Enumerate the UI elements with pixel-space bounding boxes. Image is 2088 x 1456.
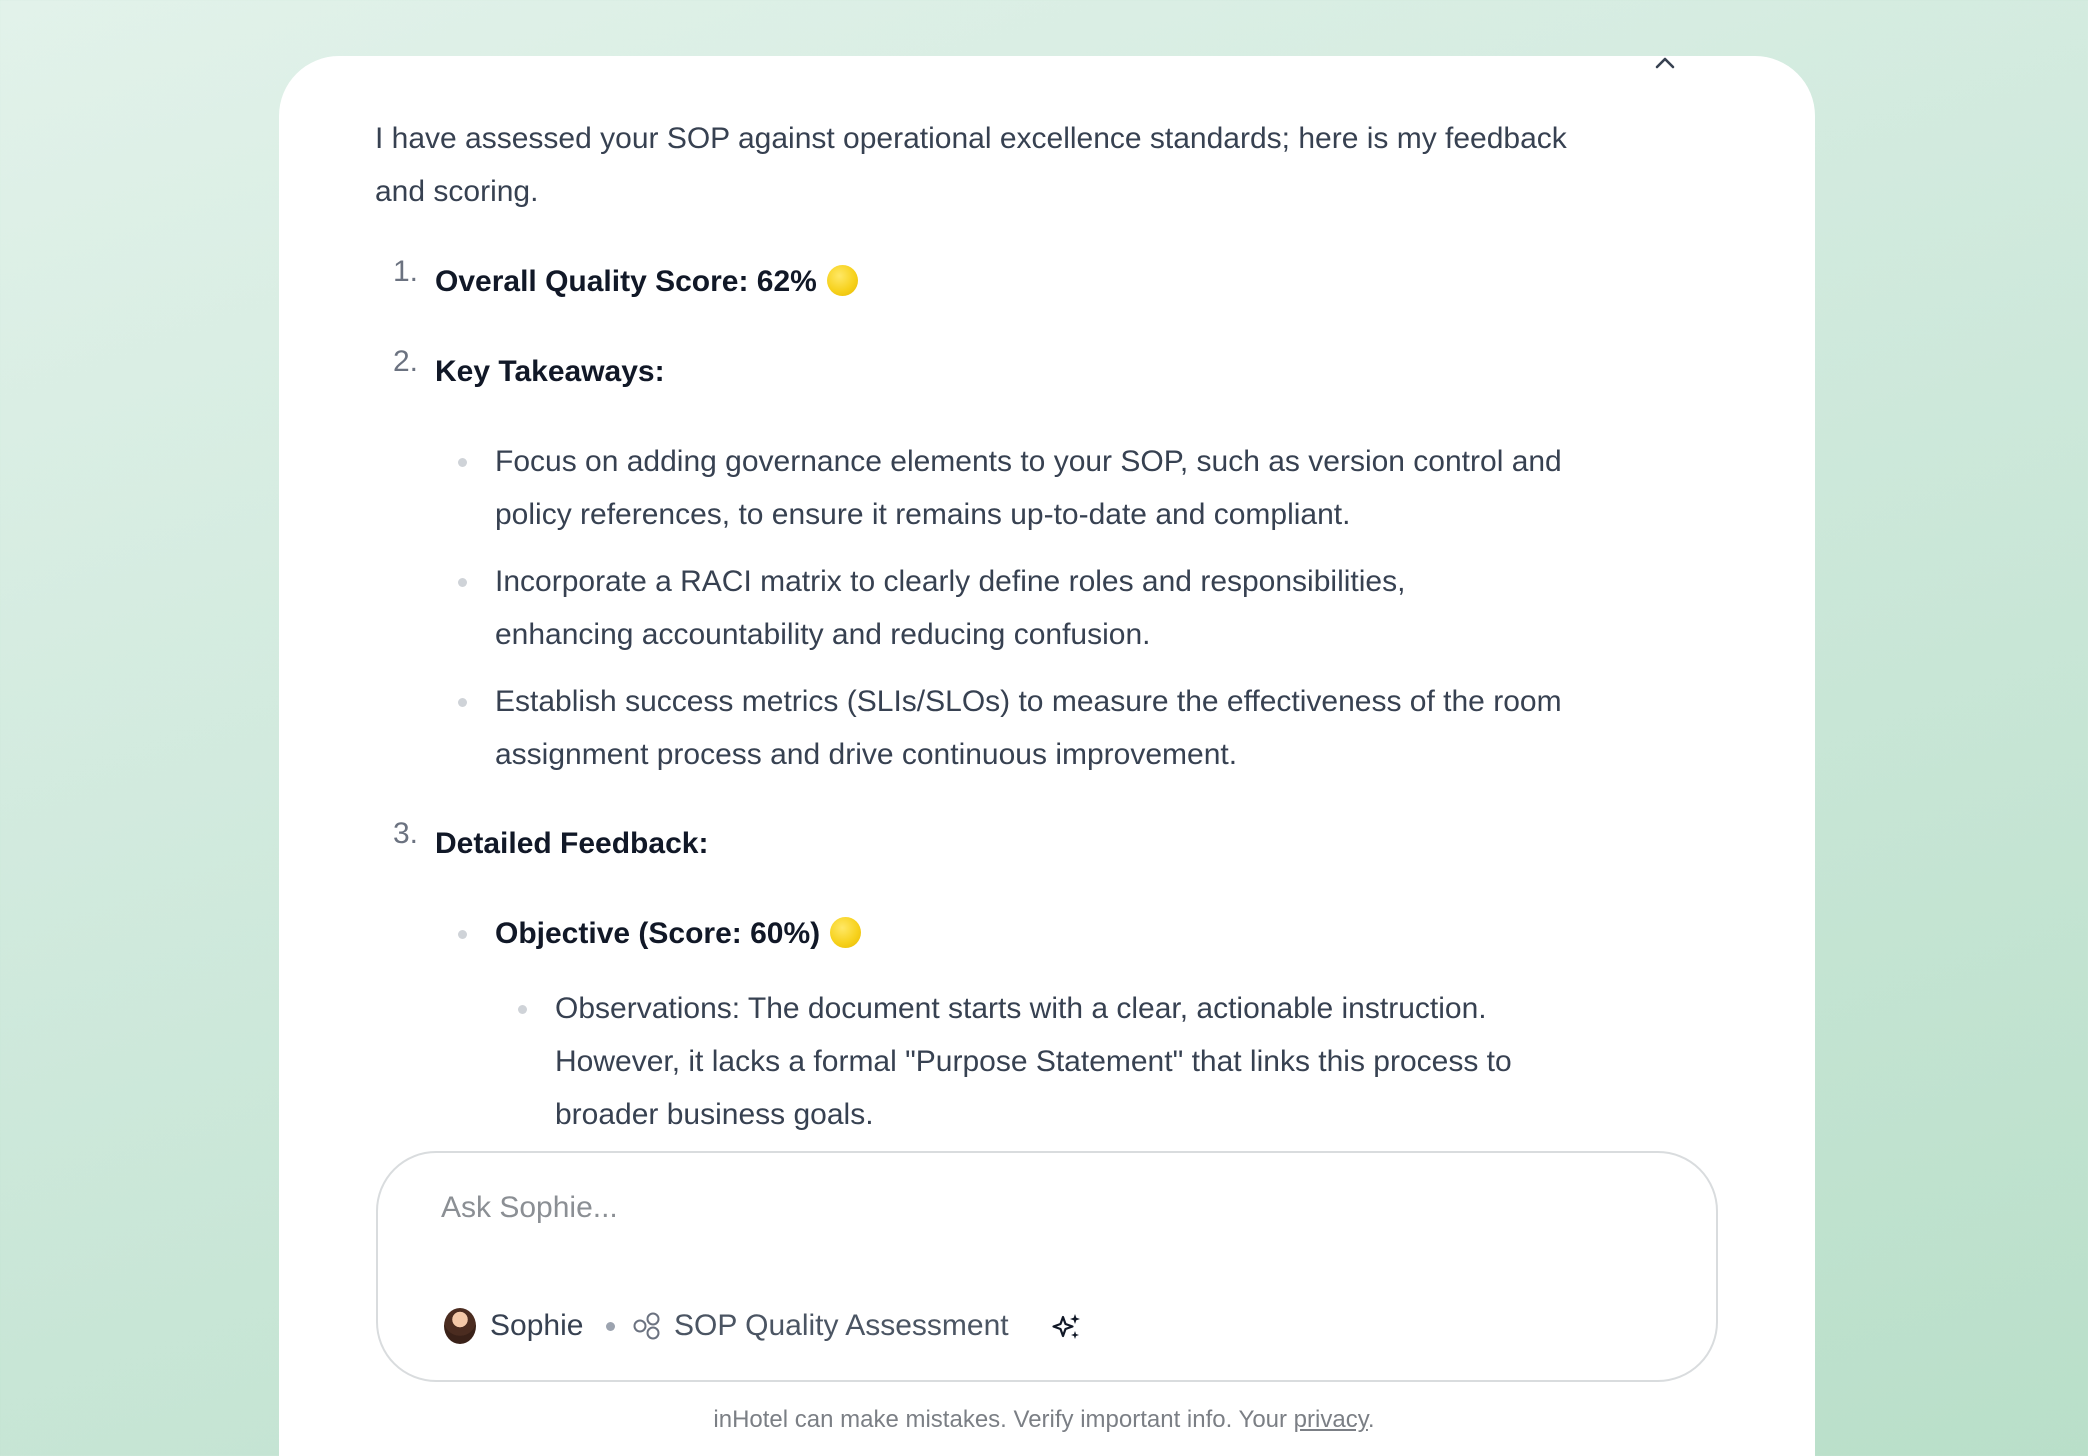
separator-dot <box>606 1322 615 1331</box>
yellow-circle-icon <box>830 917 861 948</box>
chat-composer <box>376 1151 1718 1382</box>
bullet-dot <box>518 1005 527 1014</box>
takeaway-item: Focus on adding governance elements to your SOP, such as version control and policy references, to ensure it remains up-to-date and compliant. <box>495 445 1562 531</box>
bullet-dot <box>458 930 467 939</box>
list-number: 2. <box>392 345 418 378</box>
ask-input[interactable] <box>441 1183 1641 1233</box>
list-number: 3. <box>392 817 418 850</box>
bullet-dot <box>458 458 467 467</box>
skill-name: SOP Quality Assessment <box>674 1309 1009 1342</box>
agent-name: Sophie <box>490 1309 584 1342</box>
objective-score-label: Objective (Score: 60%) <box>495 917 821 950</box>
message-intro: I have assessed your SOP against operational excellence standards; here is my feedback and scoring. <box>375 122 1567 208</box>
observation-item: Observations: The document starts with a clear, actionable instruction. However, it lacks a formal "Purpose Statement" that links this process to broader business goals. <box>555 992 1512 1131</box>
bullet-dot <box>458 578 467 587</box>
avatar <box>444 1308 476 1344</box>
skill-selector[interactable] <box>632 1306 1009 1346</box>
yellow-circle-icon <box>827 265 858 296</box>
sparkle-icon[interactable] <box>1052 1312 1082 1342</box>
list-number: 1. <box>392 255 418 288</box>
bullet-dot <box>458 698 467 707</box>
takeaway-item: Establish success metrics (SLIs/SLOs) to measure the effectiveness of the room assignment process and drive continuous improvement. <box>495 685 1562 771</box>
disclaimer-text: inHotel can make mistakes. Verify important info. Your <box>713 1406 1294 1433</box>
disclaimer-end: . <box>1367 1406 1375 1433</box>
key-takeaways-heading: Key Takeaways: <box>435 355 665 388</box>
overall-score-label: Overall Quality Score: 62% <box>435 265 817 298</box>
assistant-message <box>375 112 1595 218</box>
detailed-feedback-heading: Detailed Feedback: <box>435 827 709 860</box>
overall-score <box>435 255 858 308</box>
agent-selector[interactable] <box>444 1306 583 1346</box>
takeaway-item: Incorporate a RACI matrix to clearly define roles and responsibilities, enhancing accountability and reducing confusion. <box>495 565 1406 651</box>
nodes-icon <box>632 1311 662 1341</box>
chevron-up-icon[interactable] <box>1653 54 1677 70</box>
privacy-link[interactable]: privacy <box>1293 1406 1368 1433</box>
objective-section <box>495 907 861 960</box>
disclaimer <box>0 1406 2088 1434</box>
